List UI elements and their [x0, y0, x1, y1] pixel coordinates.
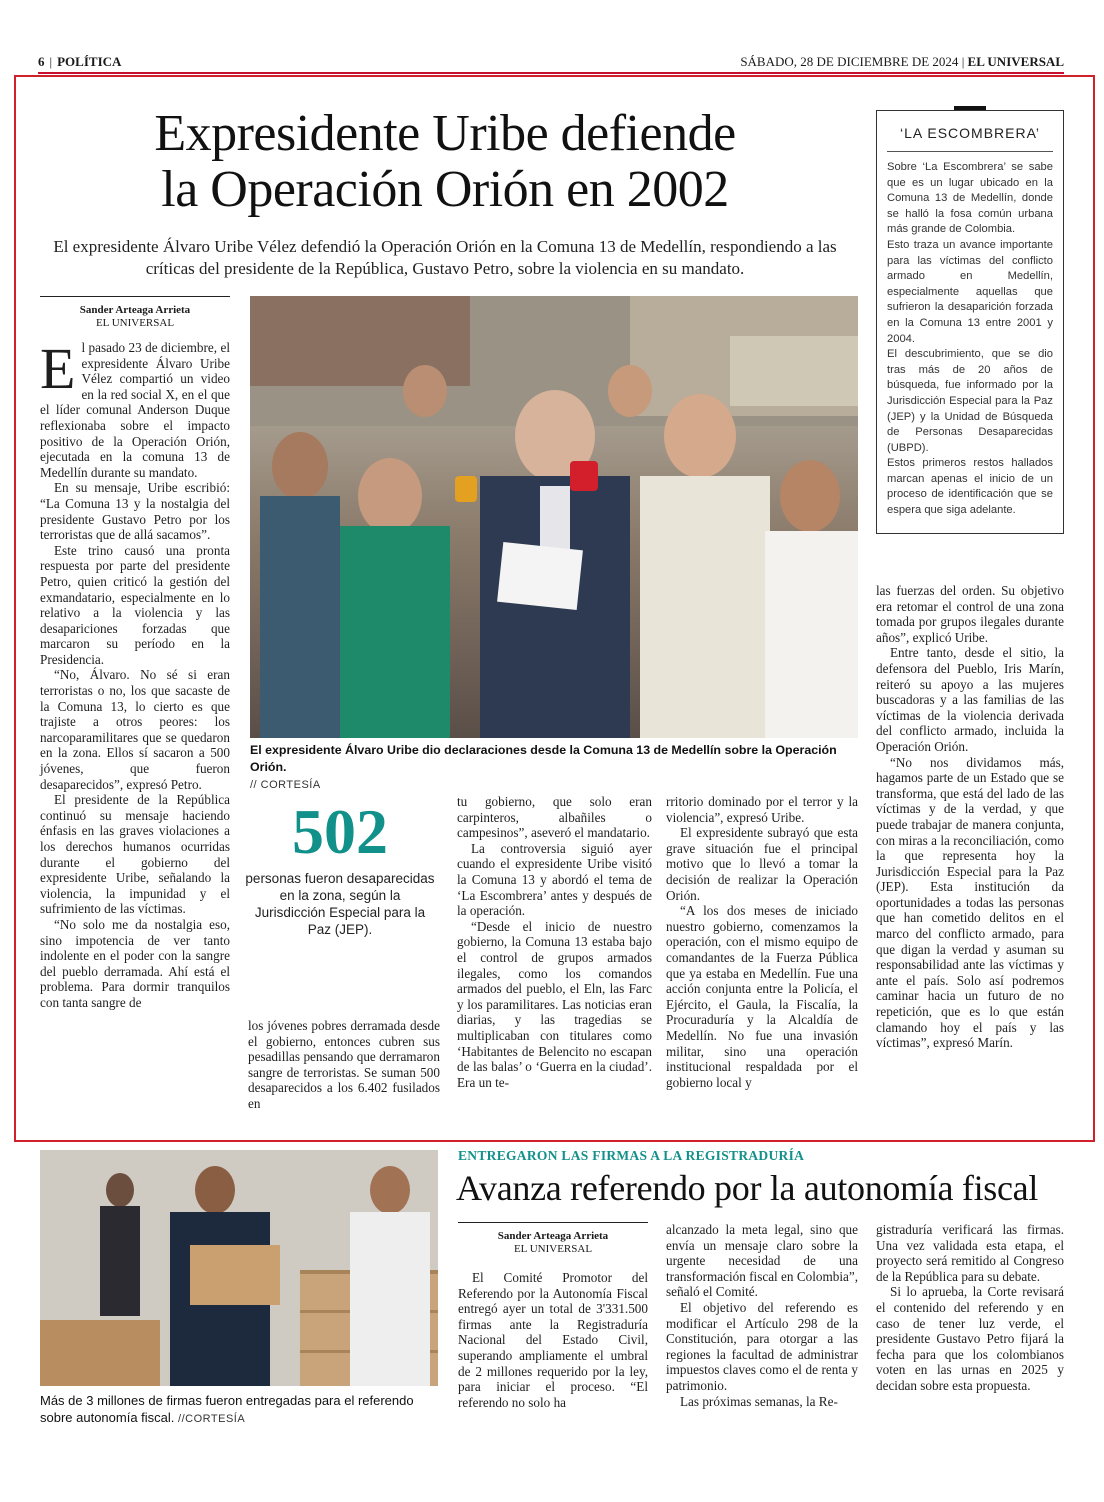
paragraph: El presidente de la República continuó su mensaje haciendo énfasis en las graves violaciones a los derechos humanos ocurridas durante el gobierno del expresidente Uribe, señalando la violencia, la impunidad y el sufrimiento de las víctimas. — [40, 792, 230, 917]
article2-byline — [458, 1222, 648, 1256]
header-separator-right: | — [961, 54, 965, 69]
photo-credit: //CORTESÍA — [178, 1413, 246, 1425]
sidebar-body — [877, 152, 1063, 519]
header-separator: | — [49, 54, 53, 69]
header-left — [38, 54, 121, 70]
paragraph: alcanzado la meta legal, sino que envía un mensaje claro sobre la urgente necesidad de una transformación fiscal en Colombia”, señaló el Comité. — [666, 1222, 858, 1300]
paragraph: “A los dos meses de iniciado nuestro gobierno, comenzamos la operación, con el mismo equipo de comandantes de la Fuerza Pública que ya estaba en Medellín. Fue una acción conjunta entre la Policía, el Ejército, el Gaula, la Fiscalía, la Procuraduría y la Alcaldía de Medellín. No fue una invasión militar, sino una operación institucional respaldada por el gobierno local y — [666, 903, 858, 1090]
paragraph: Si lo aprueba, la Corte revisará el contenido del referendo y en caso de tener luz verde, el presidente Gustavo Petro fijará la fecha para que los colombianos voten en las urnas en 2025 y decidan sobre esta propuesta. — [876, 1284, 1064, 1393]
paragraph: Las próximas semanas, la Re- — [680, 1393, 838, 1409]
page-number: 6 — [38, 54, 45, 69]
caption-text: Más de 3 millones de firmas fueron entregadas para el referendo sobre autonomía fiscal. — [40, 1393, 414, 1425]
article-column-2 — [248, 1018, 440, 1130]
article2-kicker: ENTREGARON LAS FIRMAS A LA REGISTRADURÍA — [458, 1148, 805, 1163]
stat-number: 502 — [292, 796, 388, 867]
headline-line-1: Expresidente Uribe defiende — [154, 105, 736, 162]
photo-illustration-2 — [40, 1150, 438, 1386]
sidebar-la-escombrera — [876, 110, 1064, 534]
article-column-3 — [457, 794, 652, 1130]
sidebar-paragraph: Esto traza un avance importante para las víctimas del conflicto armado en Medellín, especialmente aquellas que sufrieron la desaparición forzada en la Comuna 13 entre 2001 y 2004. — [887, 238, 1053, 345]
article-byline — [40, 296, 230, 330]
issue-date: SÁBADO, 28 DE DICIEMBRE DE 2024 — [740, 54, 959, 69]
paragraph: “No, Álvaro. No sé si eran terroristas o no, los que sacaste de la Comuna 13, lo cierto es que trajiste a otros peores: los narcoparamilitares que se quedaron en la zona. Ellos sí sacaron a 500 jóvenes, que fueron desaparecidos”, expresó Petro. — [40, 667, 230, 792]
stat-description: personas fueron desaparecidas en la zona, según la Jurisdicción Especial para la Paz (JEP). — [245, 871, 435, 937]
paragraph: “Desde el inicio de nuestro gobierno, la Comuna 13 estaba bajo el control de grupos armados ilegales, como los comandos armados del pueblo, el Eln, las Farc y los paramilitares. Las noticias eran diarias, y las tragedias se multiplicaban con titulares como ‘Habitantes de Belencito no escapan de las balas’ o ‘Guerra en la ciudad’. Era un te- — [457, 918, 652, 1090]
paragraph: gistraduría verificará las firmas. Una vez validada esta etapa, el proyecto será remitido al Congreso de la República para su debate. — [876, 1222, 1064, 1284]
article-headline — [40, 106, 850, 218]
paragraph: El pasado 23 de diciembre, el expresidente Álvaro Uribe Vélez compartió un video en la red social X, en el que el líder comunal Anderson Duque reflexionaba sobre el impacto positivo de la Operación Orión, ejecutada en la comuna 13 de Medellín durante su mandato. — [40, 336, 230, 480]
sidebar-paragraph: El descubrimiento, que se dio tras más de 20 años de búsqueda, fue informado por la Jurisdicción Especial para la Paz (JEP) y la Unidad de Búsqueda de Personas Desaparecidas (UBPD). — [887, 348, 1053, 454]
section-name: POLÍTICA — [57, 54, 122, 69]
paragraph: La controversia siguió ayer cuando el expresidente Uribe visitó la Comuna 13 y abordó el tema de ‘La Escombrera’ antes y después de la operación. — [457, 840, 652, 919]
sidebar-title: ‘LA ESCOMBRERA’ — [887, 125, 1053, 152]
header-rule — [38, 72, 1064, 74]
paragraph: Este trino causó una pronta respuesta por parte del presidente Petro, quien criticó la gestión del exmandatario, especialmente en lo relativo a la violencia y las desapariciones forzadas que marcaron su período en la Presidencia. — [40, 542, 230, 667]
referendum-photo — [40, 1150, 438, 1386]
paragraph: “No nos dividamos más, hagamos parte de un Estado que se transforma, que está del lado de las víctimas y de la verdad, y que puede trabajar de manera conjunta, con miras a la reconciliación, como la que representa hoy la Jurisdicción Especial para la Paz (JEP). Esta institución da oportunidades a todas las personas que han cometido delitos en el marco del conflicto armado, para que digan la verdad y asuman su responsabilidad ante las víctimas y ante el país. Solo así podremos caminar hacia un futuro de no repetición, que es lo que están clamando hoy el país y las víctimas”, expresó Marín. — [876, 754, 1064, 1051]
sidebar-paragraph: Estos primeros restos hallados marcan apenas el inicio de un proceso de identificación que se espera que siga adelante. — [887, 457, 1053, 517]
caption-text: El expresidente Álvaro Uribe dio declaraciones desde la Comuna 13 de Medellín sobre la Operación Orión. — [250, 743, 837, 774]
article2-column-2 — [666, 1222, 858, 1432]
paragraph: El expresidente subrayó que esta grave situación fue el principal motivo que lo llevó a tomar la decisión de realizar la Operación Orión. — [666, 825, 858, 903]
article-subhead: El expresidente Álvaro Uribe Vélez defendió la Operación Orión en la Comuna 13 de Medellín, respondiendo a las críticas del presidente de la República, Gustavo Petro, sobre la violencia en su mandato. — [53, 237, 837, 278]
paragraph: tu gobierno, que solo eran carpinteros, albañiles o campesinos”, aseveró el mandatario. — [457, 794, 652, 841]
stat-callout — [245, 796, 435, 938]
article-column-1 — [40, 336, 230, 1130]
header-right — [740, 54, 1064, 70]
photo-illustration — [250, 296, 858, 738]
paragraph: En su mensaje, Uribe escribió: “La Comuna 13 y la nostalgia del presidente Gustavo Petro por los terroristas que de allá sacamos”. — [40, 480, 230, 543]
article-column-5 — [876, 583, 1064, 1133]
page-header — [38, 50, 1064, 74]
drop-cap: E — [40, 336, 76, 401]
newspaper-brand: EL UNIVERSAL — [967, 54, 1064, 69]
headline-line-2: la Operación Orión en 2002 — [161, 161, 729, 218]
photo-credit: // CORTESÍA — [250, 779, 321, 791]
main-photo-uribe-press — [250, 296, 858, 738]
byline-author: Sander Arteaga Arrieta — [497, 1230, 609, 1242]
byline-author: Sander Arteaga Arrieta — [79, 304, 191, 316]
main-photo-caption — [250, 742, 870, 794]
paragraph: los jóvenes pobres derramada desde el gobierno, entonces cubren sus pesadillas pensando que derramaron sangre de terroristas. Se suman 500 desaparecidos a los 6.402 fusilados en — [248, 1018, 440, 1111]
paragraph: “No solo me da nostalgia eso, sino impotencia de ver tanto indolente en el poder con la sangre del pueblo derramada. Ahí está el problema. Para dormir tranquilos con tanta sangre de — [40, 916, 230, 1010]
paragraph: El objetivo del referendo es modificar el Artículo 298 de la Constitución, para otorgar a las regiones la facultad de administrar impuestos claves como el de renta y patrimonio. — [666, 1299, 858, 1393]
sidebar-paragraph: Sobre ‘La Escombrera’ se sabe que es un lugar ubicado en la Comuna 13 de Medellín, donde se halló la fosa común urbana más grande de Colombia. — [887, 161, 1053, 236]
article-column-4 — [666, 794, 858, 1130]
byline-outlet: EL UNIVERSAL — [95, 317, 175, 329]
referendum-photo-caption — [40, 1392, 440, 1428]
article2-column-3 — [876, 1222, 1064, 1432]
article2-headline: Avanza referendo por la autonomía fiscal — [456, 1168, 1039, 1208]
article2-column-1 — [458, 1270, 648, 1430]
paragraph: las fuerzas del orden. Su objetivo era retomar el control de una zona tomada por grupos ilegales durante años”, explicó Uribe. — [876, 583, 1064, 645]
paragraph: Entre tanto, desde el sitio, la defensora del Pueblo, Iris Marín, reiteró su apoyo a las mujeres buscadoras y a las familias de las víctimas de la violencia derivada del conflicto armado, incluida la Operación Orión. — [876, 645, 1064, 754]
paragraph: rritorio dominado por el terror y la violencia”, expresó Uribe. — [666, 794, 858, 825]
paragraph: El Comité Promotor del Referendo por la Autonomía Fiscal entregó ayer un total de 3'331.500 firmas ante la Registraduría Nacional del Estado Civil, superando ampliamente el umbral de 2 millones requerido por la ley, para iniciar el proceso. “El referendo no solo ha — [458, 1270, 648, 1410]
byline-outlet: EL UNIVERSAL — [513, 1243, 593, 1255]
